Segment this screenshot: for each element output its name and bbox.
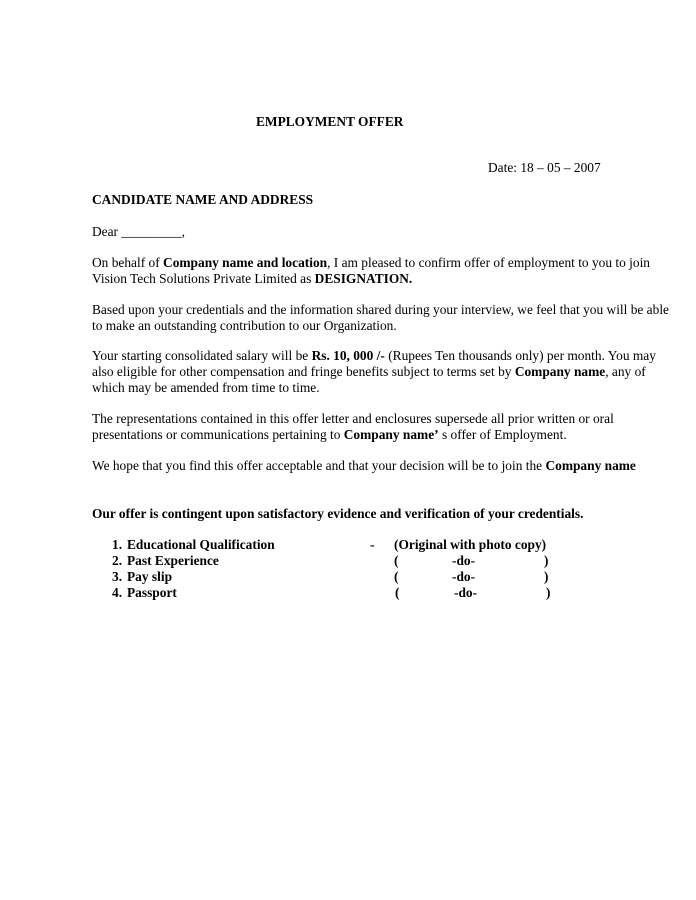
item-requirement: (Original with photo copy) — [394, 537, 547, 552]
list-item — [112, 553, 562, 569]
paragraph-line — [92, 348, 692, 364]
open-paren: ( — [394, 569, 399, 584]
item-number: 1. — [112, 537, 123, 552]
text: We hope that you find this offer acceptable and that your decision will be to join the — [92, 458, 546, 473]
paragraph-line: to make an outstanding contribution to our Organization. — [92, 318, 397, 333]
item-name: Passport — [127, 585, 177, 600]
text: Your starting consolidated salary will be — [92, 348, 312, 363]
text: , I am pleased to confirm offer of employment to you to join — [327, 255, 651, 270]
candidate-heading: CANDIDATE NAME AND ADDRESS — [92, 192, 314, 207]
item-name: Past Experience — [127, 553, 219, 568]
text: s offer of Employment. — [438, 427, 567, 442]
paragraph-line — [92, 271, 692, 287]
paragraph-line: The representations contained in this offer letter and enclosures supersede all prior written or oral — [92, 411, 614, 426]
paragraph-line — [92, 255, 692, 271]
paragraph-line — [92, 427, 692, 443]
item-name: Pay slip — [127, 569, 173, 584]
open-paren: ( — [394, 553, 399, 568]
contingent-statement: Our offer is contingent upon satisfactory evidence and verification of your credentials. — [92, 506, 584, 521]
item-requirement: -do- — [452, 553, 476, 568]
list-item — [112, 585, 562, 601]
close-paren: ) — [544, 569, 549, 584]
paragraph-salary — [92, 348, 692, 396]
text: also eligible for other compensation and fringe benefits subject to terms set by — [92, 364, 515, 379]
item-name: Educational Qualification — [127, 537, 275, 552]
company-name: Company name — [545, 458, 636, 473]
paragraph-line — [92, 458, 692, 474]
text: On behalf of — [92, 255, 164, 270]
paragraph-representations — [92, 411, 692, 443]
company-name: Company name — [514, 364, 606, 379]
paragraph-closing — [92, 458, 692, 474]
list-item — [112, 537, 562, 553]
paragraph-offer-confirmation — [92, 255, 692, 287]
paragraph-line: which may be amended from time to time. — [92, 380, 320, 395]
list-item — [112, 569, 562, 585]
close-paren: ) — [544, 553, 549, 568]
company-name-location: Company name and location — [163, 255, 328, 270]
required-documents-list — [112, 537, 562, 601]
document-title: EMPLOYMENT OFFER — [256, 114, 404, 129]
text: presentations or communications pertaining to — [92, 427, 344, 442]
item-number: 4. — [112, 585, 123, 600]
item-number: 3. — [112, 569, 123, 584]
paragraph-line — [92, 364, 692, 380]
offer-date: Date: 18 – 05 – 2007 — [488, 160, 601, 175]
salary-amount: Rs. 10, 000 /- — [311, 348, 385, 363]
close-paren: ) — [546, 585, 551, 600]
company-name: Company name’ — [343, 427, 439, 442]
designation: DESIGNATION. — [314, 271, 413, 286]
item-number: 2. — [112, 553, 123, 568]
text: , any of — [605, 364, 646, 379]
open-paren: ( — [395, 585, 400, 600]
item-requirement: -do- — [452, 569, 476, 584]
paragraph-credentials — [92, 302, 692, 334]
item-dash: - — [370, 537, 375, 552]
text: (Rupees Ten thousands only) per month. You may — [384, 348, 656, 363]
salutation: Dear _________, — [92, 224, 185, 239]
text: Vision Tech Solutions Private Limited as — [92, 271, 315, 286]
paragraph-line: Based upon your credentials and the information shared during your interview, we feel that you will be able — [92, 302, 669, 317]
item-requirement: -do- — [454, 585, 478, 600]
